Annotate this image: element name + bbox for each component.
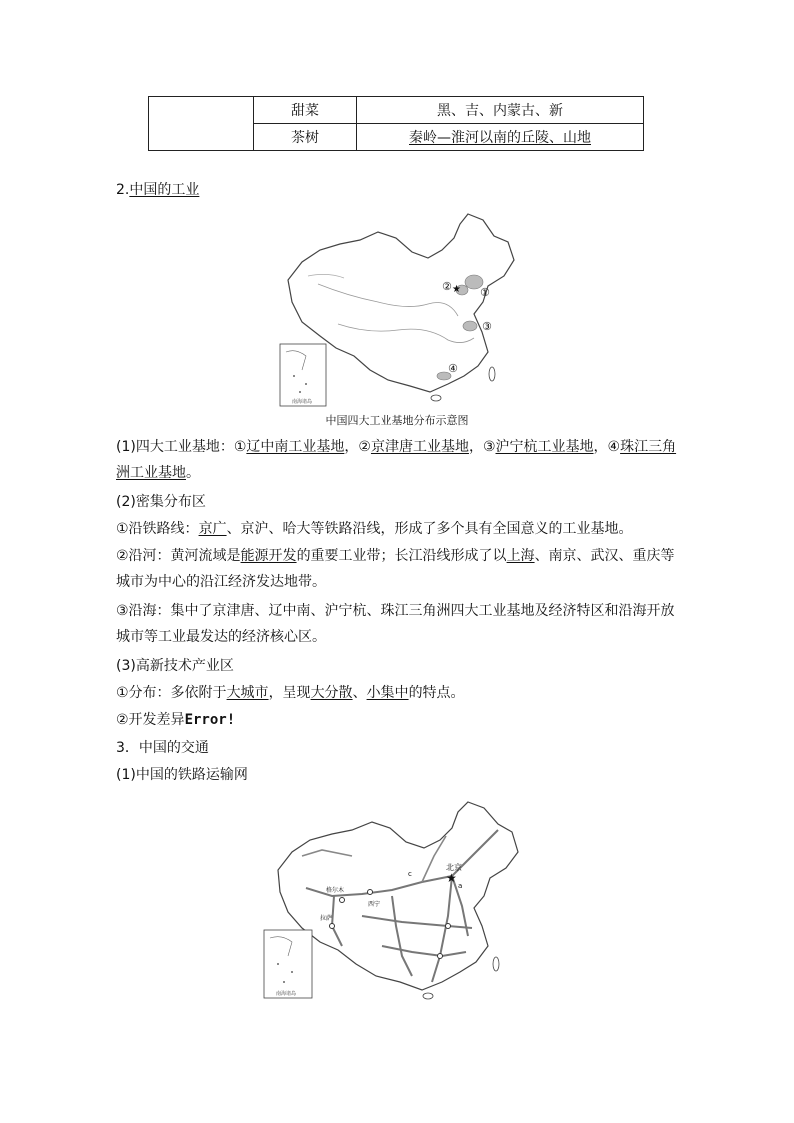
paragraph-1-line-2: 洲工业基地。	[116, 465, 200, 481]
paragraph-2-2-line-2: 城市为中心的沿江经济发达地带。	[116, 574, 326, 590]
label-lhasa: 拉萨	[320, 915, 333, 922]
inset-island	[293, 375, 295, 377]
city-dot	[340, 898, 345, 903]
label-a: a	[458, 882, 463, 890]
crop-distribution-table	[148, 96, 644, 151]
section-3-subheading: (1)中国的铁路运输网	[116, 767, 248, 783]
section-2-heading: 2.中国的工业	[116, 182, 200, 198]
marker-2: ②	[442, 280, 452, 293]
taiwan-shape	[489, 367, 495, 381]
table-row	[149, 97, 644, 124]
city-dot	[368, 890, 373, 895]
paragraph-2-2-line-1: ②沿河：黄河流域是能源开发的重要工业带；长江沿线形成了以上海、南京、武汉、重庆等	[116, 548, 675, 564]
table-cell-crop: 甜菜	[254, 97, 357, 124]
table-cell-empty	[149, 97, 254, 151]
inset-island	[299, 391, 301, 393]
label-beijing: 北京	[446, 863, 462, 872]
map1-caption: 中国四大工业基地分布示意图	[325, 414, 469, 427]
railway-network-map	[262, 796, 526, 1002]
label-golmud: 格尔木	[326, 887, 345, 894]
taiwan-shape	[493, 957, 499, 971]
inset-island	[305, 383, 307, 385]
inset-island	[283, 981, 285, 983]
hainan-shape	[431, 395, 441, 401]
label-c: c	[408, 870, 412, 878]
paragraph-2-3-line-1: ③沿海：集中了京津唐、辽中南、沪宁杭、珠江三角洲四大工业基地及经济特区和沿海开放	[116, 603, 675, 619]
section-3-heading: 3．中国的交通	[116, 740, 209, 756]
paragraph-2-1: ①沿铁路线：京广、京沪、哈大等铁路沿线，形成了多个具有全国意义的工业基地。	[116, 521, 633, 537]
table-cell-area: 秦岭—淮河以南的丘陵、山地	[357, 124, 644, 151]
inset-island	[277, 963, 279, 965]
inset-label: 南海诸岛	[292, 399, 313, 405]
city-dot	[446, 924, 451, 929]
south-china-sea-inset	[280, 344, 326, 406]
paragraph-1-line-1: (1)四大工业基地：①辽中南工业基地，②京津唐工业基地，③沪宁杭工业基地，④珠江三角	[116, 439, 677, 455]
inset-island	[291, 971, 293, 973]
paragraph-2-heading: (2)密集分布区	[116, 494, 206, 510]
city-dot	[438, 954, 443, 959]
inset-label: 南海诸岛	[276, 991, 297, 997]
paragraph-3-2: ②开发差异Error!	[116, 712, 236, 728]
city-dot	[330, 924, 335, 929]
paragraph-3-heading: (3)高新技术产业区	[116, 658, 234, 674]
industrial-bases-map	[278, 206, 520, 410]
hainan-shape	[423, 993, 433, 999]
base-area-3	[463, 321, 477, 331]
south-china-sea-inset	[264, 930, 312, 998]
paragraph-3-1: ①分布：多依附于大城市，呈现大分散、小集中的特点。	[116, 685, 465, 701]
paragraph-2-3-line-2: 城市等工业最发达的经济核心区。	[116, 629, 326, 645]
marker-1: ①	[480, 286, 490, 299]
table-cell-area: 黑、吉、内蒙古、新	[357, 97, 644, 124]
beijing-star-icon: ★	[446, 871, 457, 885]
beijing-star-icon: ★	[452, 284, 461, 295]
marker-3: ③	[482, 320, 492, 333]
label-xining: 西宁	[368, 901, 381, 908]
table-cell-crop: 茶树	[254, 124, 357, 151]
china-outline	[278, 802, 518, 990]
marker-4: ④	[448, 362, 458, 375]
